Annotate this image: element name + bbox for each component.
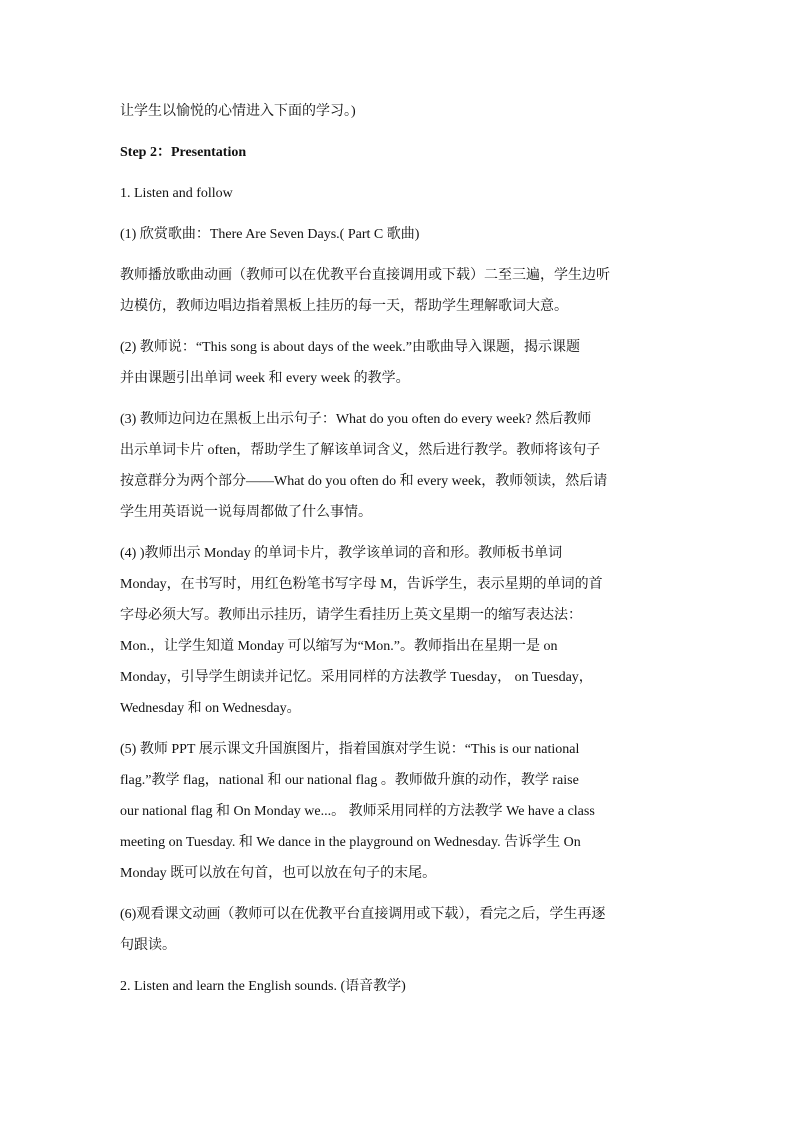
paragraph xyxy=(120,332,680,394)
document-body xyxy=(120,96,680,1002)
text-line: 句跟读。 xyxy=(120,938,176,953)
text-line: our national flag 和 On Monday we...。 教师采用同样的方法教学 We have a class xyxy=(120,804,595,819)
text-line: 学生用英语说一说每周都做了什么事情。 xyxy=(120,505,372,520)
text-line: 并由课题引出单词 week 和 every week 的教学。 xyxy=(120,371,410,386)
paragraph xyxy=(120,260,680,322)
text-line: 教师播放歌曲动画（教师可以在优教平台直接调用或下载）二至三遍，学生边听 xyxy=(120,268,610,283)
text-line: meeting on Tuesday. 和 We dance in the playground on Wednesday. 告诉学生 On xyxy=(120,835,581,850)
text-line: Monday 既可以放在句首，也可以放在句子的末尾。 xyxy=(120,866,437,881)
text-line: 1. Listen and follow xyxy=(120,186,233,201)
text-line: 字母必须大写。教师出示挂历，请学生看挂历上英文星期一的缩写表达法： xyxy=(120,608,582,623)
text-line: (3) 教师边问边在黑板上出示句子：What do you often do every week? 然后教师 xyxy=(120,412,592,427)
text-line: 边模仿，教师边唱边指着黑板上挂历的每一天，帮助学生理解歌词大意。 xyxy=(120,299,568,314)
text-line: (1) 欣赏歌曲：There Are Seven Days.( Part C 歌曲) xyxy=(120,227,420,242)
text-line: Step 2：Presentation xyxy=(120,145,247,160)
paragraph xyxy=(120,538,680,724)
text-line: 出示单词卡片 often，帮助学生了解该单词含义，然后进行教学。教师将该句子 xyxy=(120,443,601,458)
text-line: flag.”教学 flag，national 和 our national flag 。教师做升旗的动作，教学 raise xyxy=(120,773,579,788)
text-line: Monday，在书写时，用红色粉笔书写字母 M，告诉学生，表示星期的单词的首 xyxy=(120,577,603,592)
text-line: (6)观看课文动画（教师可以在优教平台直接调用或下载），看完之后，学生再逐 xyxy=(120,907,606,922)
paragraph xyxy=(120,404,680,528)
text-line: (5) 教师 PPT 展示课文升国旗图片，指着国旗对学生说：“This is our national xyxy=(120,742,580,757)
text-line: (2) 教师说：“This song is about days of the week.”由歌曲导入课题，揭示课题 xyxy=(120,340,580,355)
paragraph xyxy=(120,178,680,209)
text-line: (4) )教师出示 Monday 的单词卡片，教学该单词的音和形。教师板书单词 xyxy=(120,546,563,561)
text-line: Mon.，让学生知道 Monday 可以缩写为“Mon.”。教师指出在星期一是 on xyxy=(120,639,558,654)
text-line: 让学生以愉悦的心情进入下面的学习。) xyxy=(120,104,356,119)
paragraph xyxy=(120,734,680,889)
section-heading xyxy=(120,137,680,168)
text-line: 2. Listen and learn the English sounds. (语音教学) xyxy=(120,979,406,994)
text-line: Wednesday 和 on Wednesday。 xyxy=(120,701,301,716)
paragraph xyxy=(120,96,680,127)
paragraph xyxy=(120,971,680,1002)
document-page xyxy=(120,96,680,1012)
paragraph xyxy=(120,219,680,250)
text-line: 按意群分为两个部分——What do you often do 和 every week，教师领读，然后请 xyxy=(120,474,608,489)
paragraph xyxy=(120,899,680,961)
text-line: Monday，引导学生朗读并记忆。采用同样的方法教学 Tuesday， on Tuesday， xyxy=(120,670,593,685)
